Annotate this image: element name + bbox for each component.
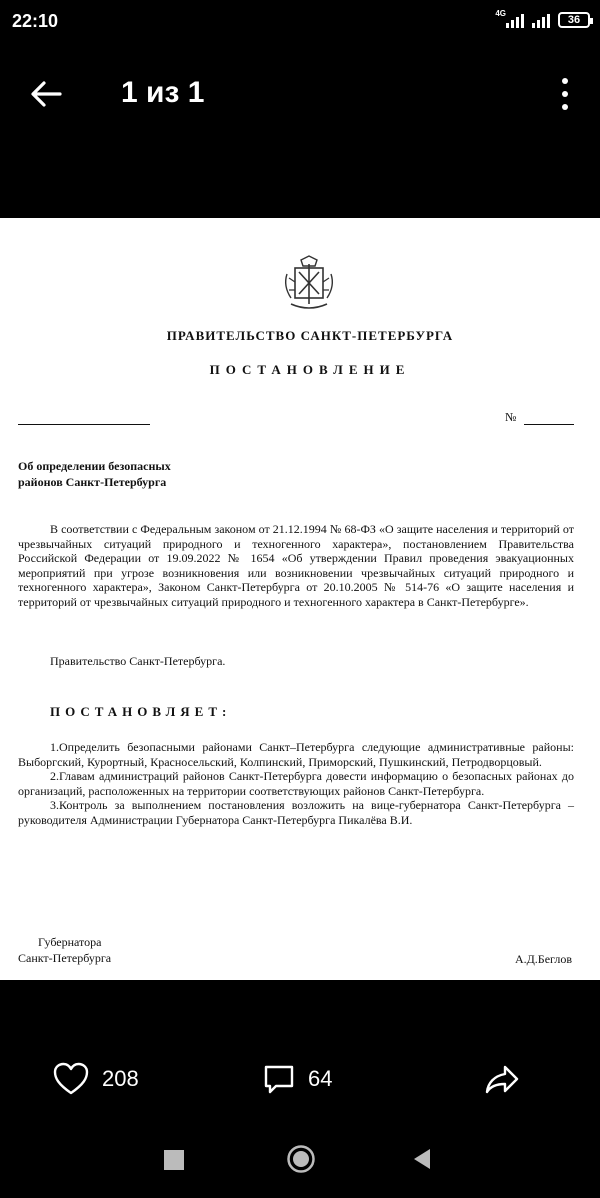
resolution-items — [18, 740, 574, 828]
comment-count: 64 — [308, 1066, 333, 1091]
date-blank-line — [18, 424, 150, 425]
status-time: 22:10 — [12, 11, 59, 31]
document-page[interactable] — [0, 218, 600, 980]
signer-name: А.Д.Беглов — [514, 952, 572, 966]
system-nav-bar — [0, 1130, 600, 1190]
document-subject: Об определении безопасных районов Санкт-Петербурга — [18, 459, 171, 489]
network-type: 4G — [495, 9, 506, 18]
action-bar — [0, 1050, 600, 1110]
more-menu-icon[interactable] — [560, 78, 570, 110]
signer-title: Губернатора Санкт-Петербурга — [18, 935, 112, 965]
page-counter: 1 из 1 — [121, 76, 205, 109]
document-header: ПРАВИТЕЛЬСТВО САНКТ-ПЕТЕРБУРГА — [166, 328, 454, 343]
heart-icon — [52, 1062, 90, 1096]
resolves-heading: ПОСТАНОВЛЯЕТ: — [50, 704, 232, 719]
preamble-text: В соответствии с Федеральным законом от 21.12.1994 № 68-ФЗ «О защите населения и территорий от чрезвычайных ситуаций природного и техногенного характера», постановлением Правительства Российской Федерации от 19.09.2022 № 1654 «Об утверждении Правил проведения эвакуационных мероприятий при угрозе возникновения или возникновении чрезвычайных ситуаций природного и техногенного характера», Законом Санкт-Петербурга от 20.10.2005 № 514-76 «О защите населения и территорий от чрезвычайных ситуаций природного и техногенного характера в Санкт-Петербурге». — [18, 522, 574, 609]
like-button[interactable] — [52, 1062, 139, 1096]
nav-back-icon[interactable] — [412, 1148, 432, 1170]
recents-icon[interactable] — [164, 1150, 184, 1170]
battery-icon: 36 — [558, 12, 590, 28]
number-blank-line — [524, 424, 574, 425]
signal-icon — [506, 12, 524, 28]
status-bar — [0, 0, 600, 44]
authority-text: Правительство Санкт-Петербурга. — [50, 654, 226, 668]
number-label: № — [505, 410, 517, 424]
coat-of-arms-emblem — [281, 254, 337, 312]
status-icons — [495, 9, 590, 28]
viewer-toolbar — [0, 62, 600, 126]
home-icon[interactable] — [286, 1144, 316, 1174]
like-count: 208 — [102, 1066, 139, 1091]
comment-icon — [262, 1062, 296, 1096]
resolution-item: 2.Главам администраций районов Санкт-Петербурга довести информацию о безопасных районах до организаций, расположенных на территории соответствующих районов Санкт-Петербурга. — [18, 769, 574, 798]
signal-icon — [532, 12, 550, 28]
resolution-item: 3.Контроль за выполнением постановления возложить на вице-губернатора Санкт-Петербурга – руководителя Администрации Губернатора Санкт-Петербурга Пикалёва В.И. — [18, 798, 574, 827]
document-type: ПОСТАНОВЛЕНИЕ — [209, 362, 411, 377]
resolution-item: 1.Определить безопасными районами Санкт–Петербурга следующие административные районы: Выборгский, Курортный, Красносельский, Колпинский, Приморский, Пушкинский, Петродворцовый. — [18, 740, 574, 769]
comment-button[interactable] — [262, 1062, 332, 1096]
back-arrow-icon[interactable] — [28, 76, 64, 112]
share-icon[interactable] — [484, 1064, 520, 1094]
